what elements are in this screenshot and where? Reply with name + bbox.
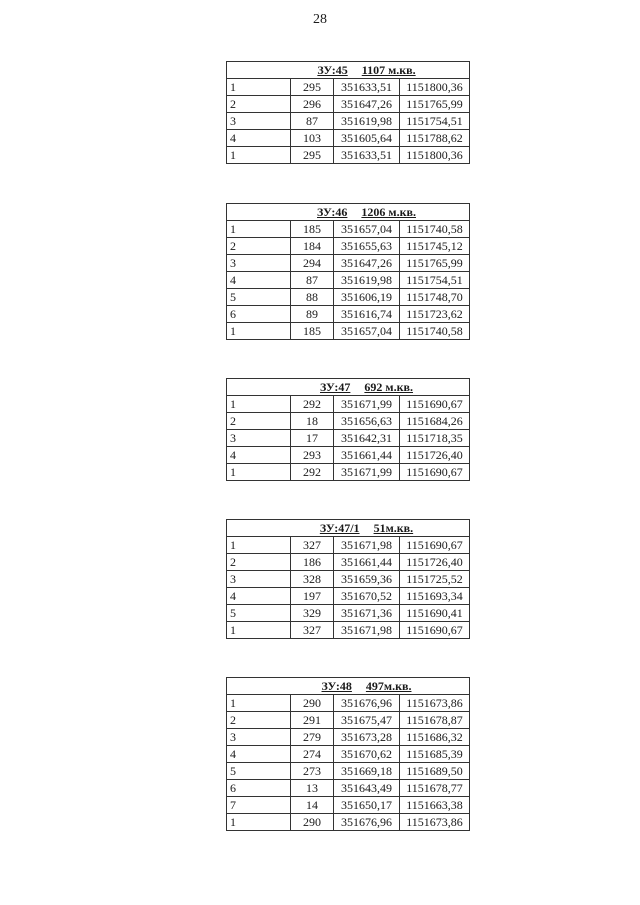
table-row <box>227 79 470 96</box>
row-index: 1 <box>227 396 291 413</box>
page-number: 28 <box>313 12 327 27</box>
coord-y: 1151690,67 <box>400 537 470 554</box>
row-index: 1 <box>227 79 291 96</box>
point-number: 292 <box>291 464 334 481</box>
coord-y: 1151726,40 <box>400 554 470 571</box>
table-row <box>227 113 470 130</box>
point-number: 87 <box>291 113 334 130</box>
point-number: 295 <box>291 79 334 96</box>
row-index: 5 <box>227 763 291 780</box>
point-number: 274 <box>291 746 334 763</box>
coord-y: 1151754,51 <box>400 272 470 289</box>
row-index: 1 <box>227 464 291 481</box>
coord-y: 1151788,62 <box>400 130 470 147</box>
coord-x: 351671,99 <box>334 464 400 481</box>
table-row <box>227 588 470 605</box>
coordinate-table <box>226 378 470 481</box>
coord-x: 351605,64 <box>334 130 400 147</box>
point-number: 14 <box>291 797 334 814</box>
coord-y: 1151690,41 <box>400 605 470 622</box>
point-number: 327 <box>291 622 334 639</box>
point-number: 329 <box>291 605 334 622</box>
coord-x: 351642,31 <box>334 430 400 447</box>
row-index: 2 <box>227 712 291 729</box>
row-index: 4 <box>227 130 291 147</box>
coord-y: 1151673,86 <box>400 695 470 712</box>
coord-y: 1151740,58 <box>400 221 470 238</box>
coord-x: 351671,99 <box>334 396 400 413</box>
row-index: 5 <box>227 605 291 622</box>
coord-y: 1151725,52 <box>400 571 470 588</box>
table-row <box>227 763 470 780</box>
row-index: 1 <box>227 695 291 712</box>
coord-y: 1151673,86 <box>400 814 470 831</box>
coord-x: 351670,52 <box>334 588 400 605</box>
point-number: 290 <box>291 695 334 712</box>
row-index: 7 <box>227 797 291 814</box>
row-index: 1 <box>227 622 291 639</box>
table-row <box>227 147 470 164</box>
table-row <box>227 622 470 639</box>
row-index: 2 <box>227 238 291 255</box>
row-index: 3 <box>227 571 291 588</box>
coord-x: 351657,04 <box>334 221 400 238</box>
coord-x: 351676,96 <box>334 814 400 831</box>
parcel-name: ЗУ:48 <box>321 678 352 693</box>
point-number: 327 <box>291 537 334 554</box>
coord-x: 351619,98 <box>334 272 400 289</box>
row-index: 3 <box>227 729 291 746</box>
coord-y: 1151685,39 <box>400 746 470 763</box>
point-number: 13 <box>291 780 334 797</box>
coord-x: 351669,18 <box>334 763 400 780</box>
table-row <box>227 814 470 831</box>
coord-y: 1151800,36 <box>400 79 470 96</box>
coord-x: 351657,04 <box>334 323 400 340</box>
coord-x: 351661,44 <box>334 447 400 464</box>
row-index: 1 <box>227 323 291 340</box>
row-index: 2 <box>227 96 291 113</box>
coord-x: 351671,98 <box>334 537 400 554</box>
table-row <box>227 537 470 554</box>
coord-y: 1151754,51 <box>400 113 470 130</box>
row-index: 1 <box>227 537 291 554</box>
coord-x: 351655,63 <box>334 238 400 255</box>
coord-y: 1151765,99 <box>400 96 470 113</box>
row-index: 5 <box>227 289 291 306</box>
table-row <box>227 464 470 481</box>
table-row <box>227 323 470 340</box>
row-index: 3 <box>227 113 291 130</box>
row-index: 1 <box>227 814 291 831</box>
coord-y: 1151726,40 <box>400 447 470 464</box>
coordinate-table <box>226 519 470 639</box>
table-row <box>227 729 470 746</box>
parcel-name: ЗУ:45 <box>317 62 348 77</box>
table-header <box>227 62 470 79</box>
coord-x: 351675,47 <box>334 712 400 729</box>
point-number: 292 <box>291 396 334 413</box>
parcel-name: ЗУ:46 <box>317 204 348 219</box>
point-number: 291 <box>291 712 334 729</box>
point-number: 293 <box>291 447 334 464</box>
coord-x: 351619,98 <box>334 113 400 130</box>
row-index: 2 <box>227 554 291 571</box>
coord-x: 351671,36 <box>334 605 400 622</box>
coord-y: 1151765,99 <box>400 255 470 272</box>
row-index: 1 <box>227 147 291 164</box>
coord-x: 351673,28 <box>334 729 400 746</box>
point-number: 18 <box>291 413 334 430</box>
row-index: 1 <box>227 221 291 238</box>
table-row <box>227 130 470 147</box>
coord-x: 351661,44 <box>334 554 400 571</box>
coord-y: 1151740,58 <box>400 323 470 340</box>
parcel-area: 51м.кв. <box>373 520 414 535</box>
point-number: 185 <box>291 323 334 340</box>
coord-x: 351647,26 <box>334 255 400 272</box>
table-row <box>227 447 470 464</box>
parcel-name: ЗУ:47 <box>320 379 351 394</box>
point-number: 89 <box>291 306 334 323</box>
point-number: 103 <box>291 130 334 147</box>
row-index: 2 <box>227 413 291 430</box>
parcel-area: 692 м.кв. <box>364 379 413 394</box>
coord-y: 1151800,36 <box>400 147 470 164</box>
coord-x: 351633,51 <box>334 79 400 96</box>
point-number: 328 <box>291 571 334 588</box>
row-index: 3 <box>227 255 291 272</box>
coord-x: 351671,98 <box>334 622 400 639</box>
table-row <box>227 746 470 763</box>
coord-x: 351656,63 <box>334 413 400 430</box>
table-row <box>227 780 470 797</box>
point-number: 273 <box>291 763 334 780</box>
row-index: 4 <box>227 746 291 763</box>
table-row <box>227 695 470 712</box>
coord-x: 351606,19 <box>334 289 400 306</box>
point-number: 295 <box>291 147 334 164</box>
parcel-area: 497м.кв. <box>365 678 412 693</box>
parcel-name: ЗУ:47/1 <box>319 520 360 535</box>
table-row <box>227 238 470 255</box>
coord-y: 1151686,32 <box>400 729 470 746</box>
row-index: 3 <box>227 430 291 447</box>
coord-y: 1151745,12 <box>400 238 470 255</box>
table-row <box>227 396 470 413</box>
table-row <box>227 221 470 238</box>
coord-y: 1151718,35 <box>400 430 470 447</box>
coord-y: 1151678,87 <box>400 712 470 729</box>
point-number: 197 <box>291 588 334 605</box>
coordinate-table <box>226 677 470 831</box>
table-row <box>227 306 470 323</box>
parcel-area: 1206 м.кв. <box>361 204 416 219</box>
table-row <box>227 712 470 729</box>
coordinate-table <box>226 61 470 164</box>
coord-x: 351643,49 <box>334 780 400 797</box>
table-header <box>227 678 470 695</box>
coord-x: 351670,62 <box>334 746 400 763</box>
coord-x: 351659,36 <box>334 571 400 588</box>
table-row <box>227 605 470 622</box>
table-row <box>227 430 470 447</box>
coord-x: 351647,26 <box>334 96 400 113</box>
table-row <box>227 413 470 430</box>
coord-x: 351650,17 <box>334 797 400 814</box>
coordinate-table <box>226 203 470 340</box>
table-header <box>227 379 470 396</box>
coord-x: 351676,96 <box>334 695 400 712</box>
row-index: 6 <box>227 306 291 323</box>
coord-y: 1151690,67 <box>400 464 470 481</box>
table-row <box>227 255 470 272</box>
table-row <box>227 289 470 306</box>
coord-y: 1151689,50 <box>400 763 470 780</box>
coord-y: 1151690,67 <box>400 396 470 413</box>
table-header <box>227 520 470 537</box>
point-number: 184 <box>291 238 334 255</box>
point-number: 294 <box>291 255 334 272</box>
point-number: 290 <box>291 814 334 831</box>
row-index: 6 <box>227 780 291 797</box>
point-number: 185 <box>291 221 334 238</box>
table-row <box>227 96 470 113</box>
table-header <box>227 204 470 221</box>
point-number: 87 <box>291 272 334 289</box>
table-row <box>227 571 470 588</box>
coord-y: 1151723,62 <box>400 306 470 323</box>
point-number: 17 <box>291 430 334 447</box>
point-number: 279 <box>291 729 334 746</box>
parcel-area: 1107 м.кв. <box>361 62 416 77</box>
row-index: 4 <box>227 447 291 464</box>
table-row <box>227 797 470 814</box>
coord-y: 1151678,77 <box>400 780 470 797</box>
coord-y: 1151684,26 <box>400 413 470 430</box>
table-row <box>227 554 470 571</box>
coord-x: 351616,74 <box>334 306 400 323</box>
coord-y: 1151690,67 <box>400 622 470 639</box>
point-number: 88 <box>291 289 334 306</box>
point-number: 186 <box>291 554 334 571</box>
coord-x: 351633,51 <box>334 147 400 164</box>
coord-y: 1151748,70 <box>400 289 470 306</box>
point-number: 296 <box>291 96 334 113</box>
coord-y: 1151663,38 <box>400 797 470 814</box>
coord-y: 1151693,34 <box>400 588 470 605</box>
row-index: 4 <box>227 272 291 289</box>
row-index: 4 <box>227 588 291 605</box>
table-row <box>227 272 470 289</box>
